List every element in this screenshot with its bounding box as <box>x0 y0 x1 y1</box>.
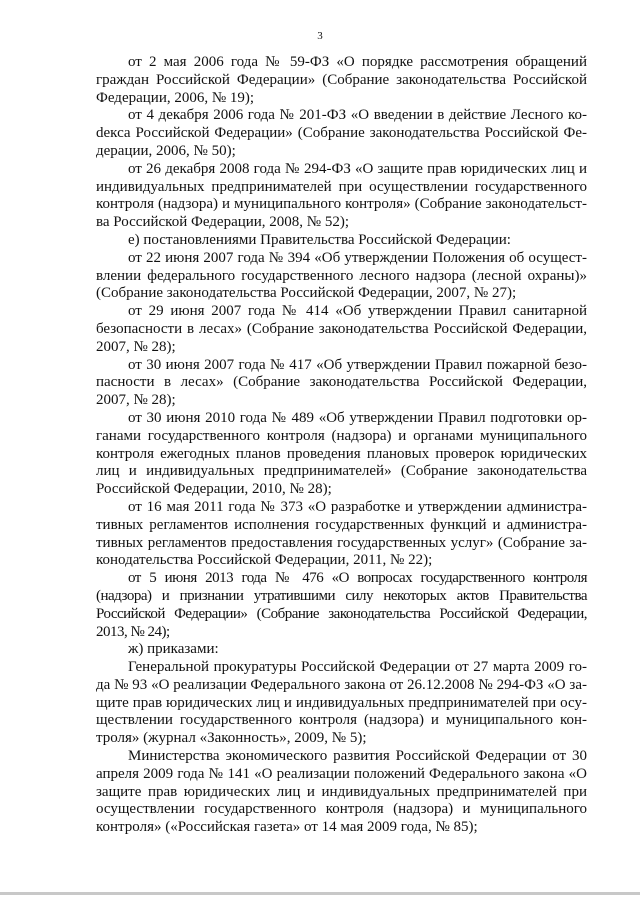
paragraph-order-prosecutor-93: Генеральной прокуратуры Российской Федерации от 27 марта 2009 года № 93 «О реализации Федерального закона от 26.12.2008 № 294-ФЗ «О защите прав юридических лиц и индивидуальных предпринимателей при осуществлении государственного контроля (надзора) и муниципального контроля» (журнал «Законность», 2009, № 5); <box>96 659 587 747</box>
paragraph-decree-414: от 29 июня 2007 года № 414 «Об утверждении Правил санитарной безопасности в лесах» (Собрание законодательства Российской Федерации, 2007, № 28); <box>96 303 587 355</box>
paragraph-decree-394: от 22 июня 2007 года № 394 «Об утверждении Положения об осуществлении федерального государственного лесного надзора (лесной охраны)» (Собрание законодательства Российской Федерации, 2007, № 27); <box>96 249 587 302</box>
paragraph-decree-489: от 30 июня 2010 года № 489 «Об утверждении Правил подготовки органами государственного контроля (надзора) и органами муниципального контроля ежегодных планов проведения плановых проверок юридических лиц и индивидуальных предпринимателей» (Собрание законодательства Российской Федерации, 2010, № 28); <box>96 409 587 498</box>
paragraph-decree-373: от 16 мая 2011 года № 373 «О разработке и утверждении административных регламентов исполнения государственных функций и административных регламентов предоставления государственных услуг» (Собрание законодательства Российской Федерации, 2011, № 22); <box>96 498 587 569</box>
paragraph-decree-476: от 5 июня 2013 года № 476 «О вопросах государственного контроля (надзора) и признании утратившими силу некоторых актов Правительства Российской Федерации» (Собрание законодательства Российской Федерации, 2013, № 24); <box>96 570 587 640</box>
paragraph-decree-417: от 30 июня 2007 года № 417 «Об утверждении Правил пожарной безопасности в лесах» (Собрание законодательства Российской Федерации, 2007, № 28); <box>96 356 587 409</box>
paragraph-order-ministry-141: Министерства экономического развития Российской Федерации от 30 апреля 2009 года № 141 «О реализации положений Федерального закона «О защите прав юридических лиц и индивидуальных предпринимателей при осуществлении государственного контроля (надзора) и муниципального контроля» («Российская газета» от 14 мая 2009 года, № 85); <box>96 748 587 836</box>
paragraph-law-59fz: от 2 мая 2006 года № 59-ФЗ «О порядке рассмотрения обращений граждан Российской Федерации» (Собрание законодательства Российской Федерации, 2006, № 19); <box>96 54 587 106</box>
page-number: 3 <box>317 30 323 42</box>
paragraph-law-201fz: от 4 декабря 2006 года № 201-ФЗ «О введении в действие Лесного коdекса Российской Федерации» (Собрание законодательства Российской Федерации, 2006, № 50); <box>96 107 587 159</box>
paragraph-law-294fz: от 26 декабря 2008 года № 294-ФЗ «О защите прав юридических лиц и индивидуальных предпринимателей при осуществлении государственного контроля (надзора) и муниципального контроля» (Собрание законодательства Российской Федерации, 2008, № 52); <box>96 160 587 231</box>
document-body <box>96 54 587 837</box>
scan-bottom-edge <box>0 892 640 895</box>
paragraph-orders-heading: ж) приказами: <box>128 641 219 658</box>
paragraph-government-decrees-heading: е) постановлениями Правительства Российской Федерации: <box>128 231 511 248</box>
